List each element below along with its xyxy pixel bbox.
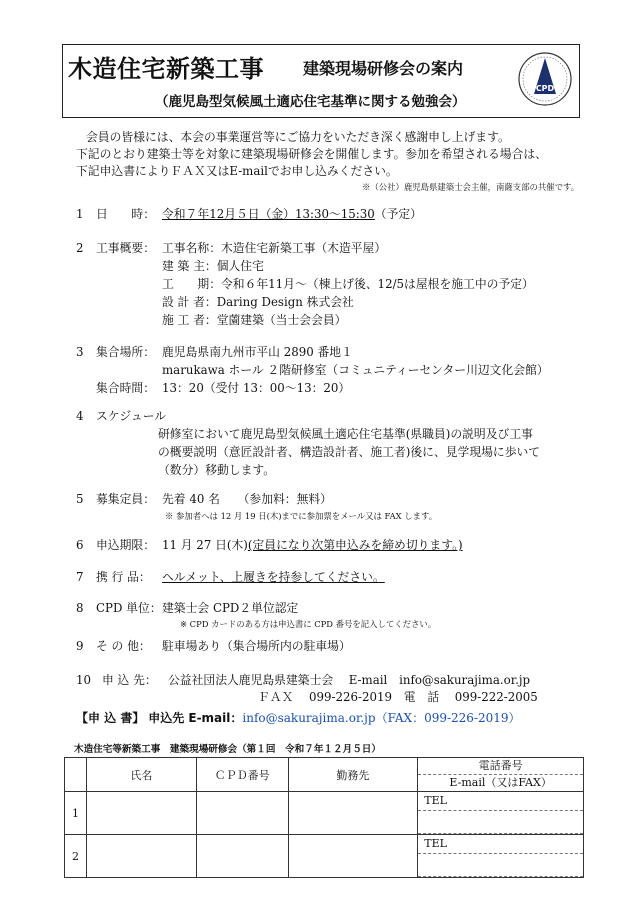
apply-email-link[interactable]: info@sakurajima.or.jp	[242, 711, 376, 725]
s6-deadline: 11 月 27 日(木)	[162, 538, 248, 552]
s6-label: 申込期限：	[96, 538, 155, 552]
s1-suffix: （予定）	[374, 207, 422, 221]
s6-num: 6	[76, 538, 84, 552]
intro-line-3: 下記申込書によりＦＡＸ又はE-mailでお申し込みください。	[76, 164, 398, 178]
s10-num: 10	[76, 673, 92, 687]
row-num: 2	[65, 835, 87, 878]
s4-row-2: の概要説明（意匠設計者、構造設計者、施工者)後に、見学現場に歩いて	[158, 445, 541, 459]
col-header-phone: 電話番号	[418, 758, 583, 775]
s2-label: 工事概要：	[96, 241, 155, 255]
s10-contact: 公益社団法人鹿児島県建築士会 E-mail info@sakurajima.or.jp	[168, 673, 531, 687]
s10-label: 申 込 先：	[102, 673, 157, 687]
s5-capacity: 先着 40 名 （参加料：無料）	[162, 492, 332, 506]
s4-label: スケジュール	[96, 409, 167, 423]
s10-phone-fax: ＦＡＸ 099-226-2019 電 話 099-222-2005	[258, 690, 538, 704]
s9-parking: 駐車場あり（集合場所内の駐車場）	[162, 639, 351, 653]
s3-label: 集合場所：	[96, 345, 155, 359]
s1-datetime: 令和７年12月５日（金）13:30～15:30	[162, 207, 375, 221]
s1-label: 日 時：	[96, 207, 155, 221]
tel-label-1: TEL	[418, 792, 583, 811]
apply-label: 【申 込 書】	[76, 711, 145, 725]
s3-venue: marukawa ホール ２階研修室（コミュニティーセンター川辺文化会館）	[162, 363, 549, 377]
cpd-input-1[interactable]	[196, 792, 288, 835]
application-form-table	[64, 757, 584, 878]
col-header-cpd: ＣＰＤ番号	[196, 758, 288, 792]
table-row	[65, 792, 584, 835]
col-header-contact	[418, 758, 584, 792]
table-row	[65, 835, 584, 878]
work-input-2[interactable]	[288, 835, 418, 878]
row-num: 1	[65, 792, 87, 835]
cpd-logo-text: CPD	[535, 84, 555, 93]
page-subtitle: 建築現場研修会の案内	[303, 59, 464, 78]
s8-units: 建築士会 CPD２単位認定	[162, 601, 299, 615]
s8-label: CPD 単位：	[96, 601, 162, 615]
cpd-logo-icon	[514, 48, 576, 114]
s3-num: 3	[76, 345, 84, 359]
name-input-2[interactable]	[86, 835, 196, 878]
col-header-work: 勤務先	[288, 758, 418, 792]
work-input-1[interactable]	[288, 792, 418, 835]
s7-label: 携 行 品：	[96, 570, 151, 584]
s2-row-4: 設 計 者：Daring Design 株式会社	[162, 295, 354, 309]
contact-cell-2[interactable]	[418, 835, 584, 878]
s4-row-1: 研修室において鹿児島型気候風土適応住宅基準(県職員)の説明及び工事	[158, 427, 533, 441]
s1-num: 1	[76, 207, 84, 221]
form-caption: 木造住宅等新築工事 建築現場研修会（第１回 令和７年１２月５日）	[74, 744, 381, 755]
tel-label-2: TEL	[418, 835, 583, 854]
apply-fax: （FAX：099-226-2019）	[375, 711, 521, 725]
s2-num: 2	[76, 241, 84, 255]
s9-num: 9	[76, 639, 84, 653]
s6-deadline-note: (定員になり次第申込みを締め切ります。)	[247, 538, 463, 552]
s9-label: そ の 他：	[96, 639, 151, 653]
s5-num: 5	[76, 492, 84, 506]
s7-num: 7	[76, 570, 84, 584]
page-title: 木造住宅新築工事	[68, 55, 264, 83]
col-header-num	[65, 758, 87, 792]
s2-row-3: 工 期：令和６年11月～（棟上げ後、12/5は屋根を施工中の予定）	[162, 277, 534, 291]
s3-label-2: 集合時間：	[96, 381, 155, 395]
s4-row-3: （数分）移動します。	[158, 463, 276, 477]
intro-line-1: 会員の皆様には、本会の事業運営等にご協力をいただき深く感謝申し上げます。	[86, 130, 510, 144]
s4-num: 4	[76, 409, 84, 423]
page-subtitle-paren: （鹿児島型気候風土適応住宅基準に関する勉強会）	[155, 94, 466, 110]
cpd-input-2[interactable]	[196, 835, 288, 878]
s5-label: 募集定員：	[96, 492, 155, 506]
col-header-name: 氏名	[86, 758, 196, 792]
s3-address: 鹿児島県南九州市平山 2890 番地１	[162, 345, 353, 359]
name-input-1[interactable]	[86, 792, 196, 835]
s5-note: ※ 参加者へは 12 月 19 日(木)までに参加票をメール又は FAX します。	[165, 511, 438, 521]
s2-row-1: 工事名称：木造住宅新築工事（木造平屋）	[162, 241, 387, 255]
intro-line-2: 下記のとおり建築士等を対象に建築現場研修会を開催します。参加を希望される場合は、	[76, 147, 547, 161]
apply-prefix: 申込先 E-mail：	[148, 711, 243, 725]
intro-note: ※（公社）鹿児島県建築士会主催，南薩支部の共催です。	[362, 182, 580, 192]
s8-num: 8	[76, 601, 84, 615]
col-header-email: E-mail（又はFAX）	[449, 776, 552, 789]
s7-items: ヘルメット、上履きを持参してください。	[162, 570, 385, 584]
email-input-1	[418, 811, 583, 834]
s3-time: 13：20（受付 13：00～13：20）	[162, 381, 351, 395]
s2-row-5: 施 工 者：堂薗建築（当士会会員）	[162, 313, 347, 327]
contact-cell-1[interactable]	[418, 792, 584, 835]
s2-row-2: 建 築 主：個人住宅	[162, 259, 264, 273]
s8-note: ※ CPD カードのある方は申込書に CPD 番号を記入してください。	[180, 619, 437, 629]
email-input-2	[418, 854, 583, 877]
